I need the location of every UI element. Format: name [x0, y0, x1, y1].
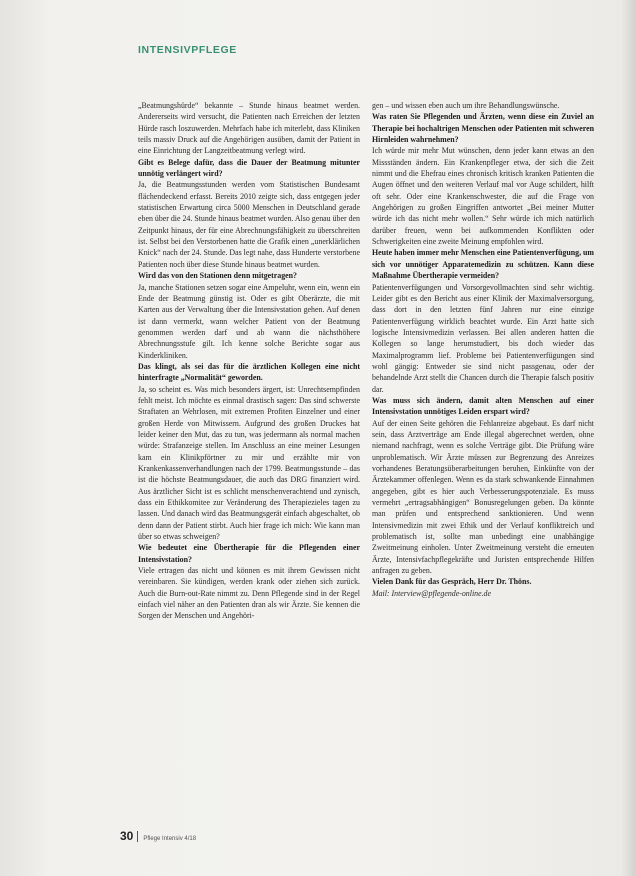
interview-answer: Ich würde mir mehr Mut wünschen, denn jeder kann etwas an den Missständen ändern. Ein Krankenpfleger etwa, der sich die Zeit nimmt und die Ehefrau eines chronisch kritisch kranken Patienten die Augen öffnet und den weiteren Verlauf mal vor Auge schildert, hilft oft sehr. Oder eine Krankenschwester, die auf die Frage von Angehörigen zu großen Eingriffen antwortet „Bei meiner Mutter würde ich das nicht mehr wollen.“ Sehr würde ich mich natürlich darüber freuen, wenn bei aufkommenden Konflikten oder Schwerigkeiten eine zweite Meinung empfohlen wird. [372, 146, 594, 247]
interview-answer: Ja, die Beatmungsstunden werden vom Statistischen Bundesamt flächendeckend erfasst. Bereits 2010 zeigte sich, dass entgegen jeder statistischen Erwartung circa 5000 Menschen in Deutschland gerade eben über die 24. Stunde hinaus beatmet wurden. Also genau über den Zeitpunkt hinaus, der für eine Abrechnungsfähigkeit zu überschreiten ist. Selbst bei den Verstorbenen hatte die Grafik einen „unerklärlichen Knick“ nach der 24. Stunde. Das legt nahe, dass Hunderte verstorbene Patienten noch über diese Stunde hinaus beatmet wurden. [138, 180, 360, 269]
article-column-left [138, 100, 360, 812]
interview-question: Was muss sich ändern, damit alten Menschen auf einer Intensivstation unnötiges Leiden erspart wird? [372, 395, 594, 417]
interview-answer: Auf der einen Seite gehören die Fehlanreize abgebaut. Es darf nicht sein, dass Arztverträge am Ende illegal abgerechnet werden, ohne niemand nachfragt, wenn es solche Verträge gibt. Die Prüfung wäre unproblematisch. Wir Ärzte müssen zur Begrenzung des Anreizes vorhandenes Beratungsüberarbeitungen beruhen, Einkünfte von der Ärztekammer offenlegen. Wenn es da stark schwankende Einnahmen angegeben, gibt es hier auch Verbesserungspotenziale. Es muss vermehrt „ertragsabhängigen“ Bonusregelungen geben. Da könnte man prüfen und entsprechend sanktionieren. Und wenn Intensivmedizin mit zwei Ethik und der Verlauf konfliktreich und problematisch ist, sollte man unbedingt eine unabhängige Zweitmeinung einholen. Unter Zweitmeinung versteht die erneuten Ärzte, Intensivfachpflegekräfte und Juristen entsprechende Hilfen anfragen zu geben. [372, 418, 594, 576]
interview-answer: Ja, manche Stationen setzen sogar eine Ampeluhr, wenn ein, wenn ein Ende der Beatmung günstig ist. Oder es gibt Oberärzte, die mit Karten aus der Verwaltung über die Intensivstation gehen. Auf denen ist dann vermerkt, wann welcher Patient von der Beatmung genommen werden darf und ab wann die nächsthöhere Abrechnungsstufe gilt. Ich kenne solche Berichte sogar aus Kinderkliniken. [138, 282, 360, 360]
interview-answer: Ja, so scheint es. Was mich besonders ärgert, ist: Unrechtsempfinden fehlt meist. Ich möchte es einmal drastisch sagen: Das sind schwerste Straftaten an Wehrlosen, mit extremen Profiten Einzelner und einer großen Herde von Mitwissern. Aufgrund des großen Druckes hat leider keiner den Mut, das zu tun, was jedermann als normal machen würde: Strafanzeige stellen. Im Anschluss an eine meiner Lesungen kam ein Klinikpförtner zu mir und erzählte mir von Krankenkassenverhandlungen nach der 1799. Beatmungsstunde – das ist die höchste Beatmungsdauer, die auch das DRG finanziert wird. Aus ärztlicher Sicht ist es schlicht menschenverachtend und zynisch, dass ein Ethikkomitee zur Veränderung des Therapiezieles tagen zu lassen. Und danach wird das Beatmungsgerät einfach abgeschaltet, ob denn dann der Patient stirbt. Auch hier frage ich mich: Wie kann man über so etwas schweigen? [138, 384, 360, 542]
section-label: INTENSIVPFLEGE [138, 44, 237, 56]
interview-answer: gen – und wissen eben auch um ihre Behandlungswünsche. [372, 101, 560, 110]
interview-answer: Patientenverfügungen und Vorsorgevollmachten sind sehr wichtig. Leider gibt es den Bericht aus einer Klinik der Maximalversorgung, dass dort in den letzten fünf Jahren nur eine einzige Patientenverfügung wirklich beachtet wurde. Ein Arzt hatte sich logische Intensivmedizin verlassen. Bei allen anderen hatten die Kollegen so lange herumstudiert, bis doch wieder das Maximalprogramm lief. Probleme bei Patientenverfügungen sind wohl gängig: Entweder sie sind nicht passgenau, oder der behandelnde Arzt stellt die Chancen durch die Therapie falsch positiv dar. [372, 282, 594, 394]
article-column-right [372, 100, 594, 812]
binding-shadow [621, 0, 635, 876]
interview-question: Das klingt, als sei das für die ärztlichen Kollegen eine nicht hinterfragte „Normalität“ geworden. [138, 361, 360, 383]
magazine-issue: Pflege Intensiv 4/18 [143, 836, 197, 842]
interview-question: Wird das von den Stationen denn mitgetragen? [138, 271, 297, 281]
page-footer [120, 829, 196, 843]
interview-question: Vielen Dank für das Gespräch, Herr Dr. Thöns. [372, 577, 532, 587]
interview-question: Gibt es Belege dafür, dass die Dauer der Beatmung mitunter unnötig verlängert wird? [138, 157, 360, 179]
interview-question: Heute haben immer mehr Menschen eine Patientenverfügung, um sich vor unnötiger Apparatemedizin zu schützen. Kann diese Maßnahme Übertherapie vermeiden? [372, 248, 594, 281]
page-number: 30 [120, 829, 134, 843]
footer-divider [137, 831, 138, 842]
interview-answer: Viele ertragen das nicht und können es mit ihrem Gewissen nicht vereinbaren. Sie kündigen, werden krank oder ziehen sich zurück. Auch die Burn-out-Rate nimmt zu. Denn Pflegende sind in der Regel einfach viel näher an den Patienten dran als wir Ärzte. Sie kennen die Sorgen der Menschen und Angehöri- [138, 566, 360, 621]
interview-question: Wie bedeutet eine Übertherapie für die Pflegenden einer Intensivstation? [138, 543, 360, 564]
interview-answer: „Beatmungshürde“ bekannte – Stunde hinaus beatmet werden. Andererseits wird versucht, die Patienten nach Erreichen der letzten Hürde rasch loszuwerden. Mehrfach habe ich miterlebt, dass Kliniken teils massiv Druck auf die Angehörigen ausüben, damit der Patient in eine Einrichtung der Langzeitbeatmung verlegt wird. [138, 101, 360, 156]
interview-question: Was raten Sie Pflegenden und Ärzten, wenn diese ein Zuviel an Therapie bei hochaltrigen Menschen oder Patienten mit schweren Hirnleiden wahrnehmen? [372, 112, 594, 145]
contact-email: Mail: Interview@pflegende-online.de [372, 588, 492, 598]
